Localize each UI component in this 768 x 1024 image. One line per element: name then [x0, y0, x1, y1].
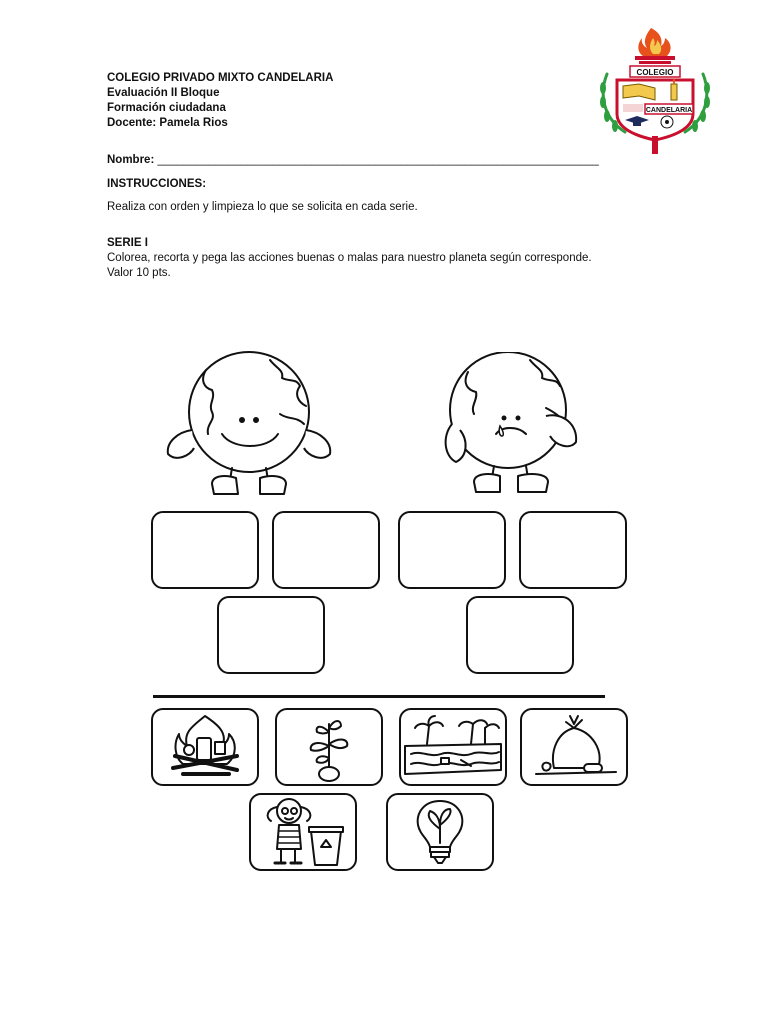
burning-trash-icon [153, 710, 257, 784]
evaluation-title: Evaluación II Bloque [107, 87, 220, 99]
bad-action-box-1[interactable] [398, 511, 506, 589]
trash-bag-icon [522, 710, 626, 784]
plant-growing-picture[interactable] [275, 708, 383, 786]
good-action-box-1[interactable] [151, 511, 259, 589]
instructions-title: INSTRUCCIONES: [107, 178, 207, 190]
name-label: Nombre: [107, 154, 155, 166]
happy-earth-icon [160, 350, 340, 500]
serie-title: SERIE I [107, 237, 148, 249]
good-action-box-2[interactable] [272, 511, 380, 589]
sad-earth-icon [438, 352, 588, 500]
polluted-beach-icon [401, 710, 505, 784]
school-name: COLEGIO PRIVADO MIXTO CANDELARIA [107, 72, 334, 84]
name-blank-line: _____________________________________________________________________ [157, 154, 599, 166]
subject-title: Formación ciudadana [107, 102, 226, 114]
cut-line-divider [153, 695, 605, 698]
bad-action-box-2[interactable] [519, 511, 627, 589]
serie-instruction: Colorea, recorta y pega las acciones buenas o malas para nuestro planeta según corresponde. [107, 252, 592, 264]
eco-bulb-icon [388, 795, 492, 869]
trash-bag-picture[interactable] [520, 708, 628, 786]
logo-name-text: CANDELARIA [645, 107, 693, 114]
teacher-name: Docente: Pamela Rios [107, 117, 228, 129]
sprout-icon [277, 710, 381, 784]
logo-top-text: COLEGIO [636, 68, 674, 77]
bad-action-box-3[interactable] [466, 596, 574, 674]
polluted-water-picture[interactable] [399, 708, 507, 786]
light-bulb-plant-picture[interactable] [386, 793, 494, 871]
girl-recycling-picture[interactable] [249, 793, 357, 871]
instructions-text: Realiza con orden y limpieza lo que se solicita en cada serie. [107, 201, 418, 213]
school-crest-logo [585, 18, 725, 158]
burning-trash-picture[interactable] [151, 708, 259, 786]
recycling-girl-icon [251, 795, 355, 869]
name-field [107, 153, 599, 168]
serie-value: Valor 10 pts. [107, 267, 171, 279]
good-action-box-3[interactable] [217, 596, 325, 674]
